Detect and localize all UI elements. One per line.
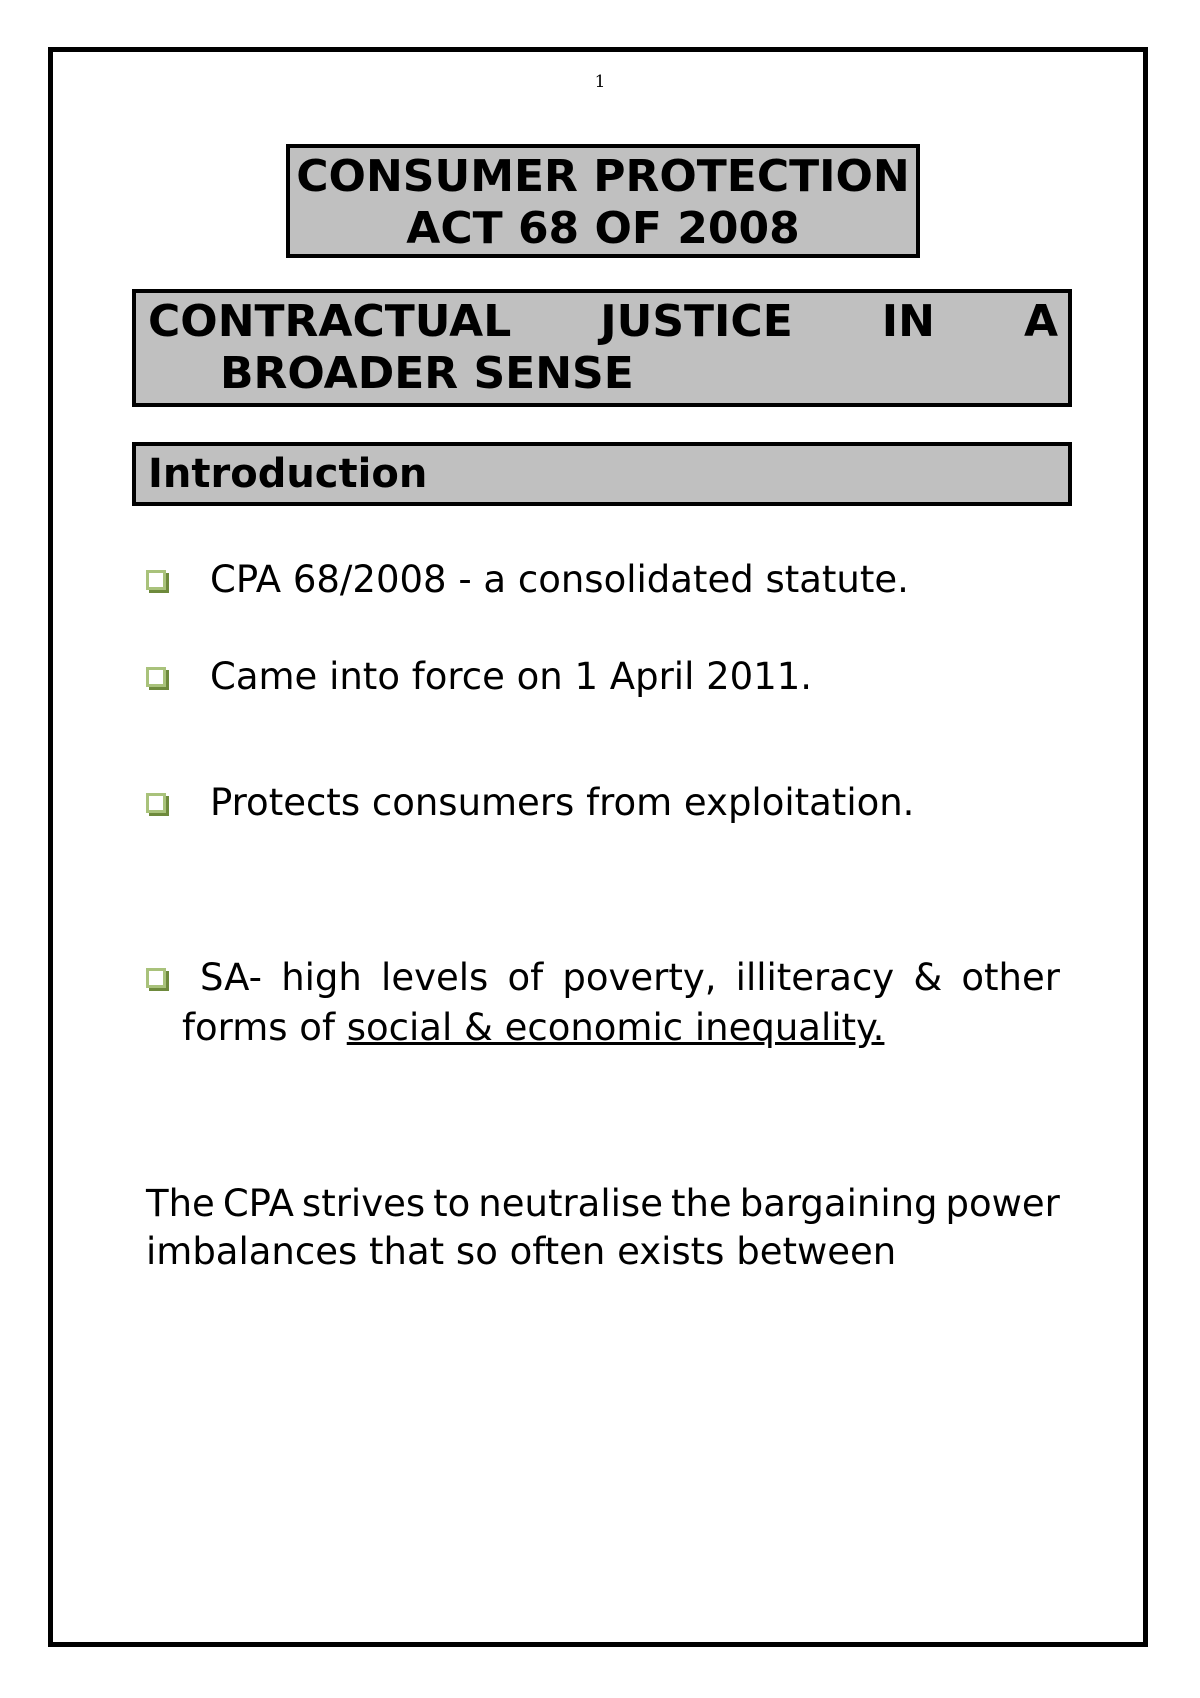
paragraph-word: bargaining xyxy=(739,1182,938,1225)
paragraph-word: to xyxy=(433,1182,471,1225)
subtitle-box xyxy=(132,289,1072,407)
bullet-word: SA- xyxy=(200,956,263,999)
subtitle-word: IN xyxy=(881,296,935,347)
title-box xyxy=(286,144,920,258)
page-border xyxy=(48,47,1148,1647)
bullet-word: poverty, xyxy=(562,956,717,999)
subtitle-line-2: BROADER SENSE xyxy=(220,348,634,399)
subtitle-word: A xyxy=(1023,296,1058,347)
bullet-word: high xyxy=(281,956,362,999)
paragraph-line-2: imbalances that so often exists between xyxy=(146,1230,897,1273)
bullet-item-2 xyxy=(146,652,1060,702)
page-number: 1 xyxy=(594,72,606,92)
checkbox-bullet-icon xyxy=(146,667,166,687)
subtitle-line-1 xyxy=(148,296,1058,348)
bullet-text: forms of xyxy=(182,1006,347,1049)
paragraph-word: The xyxy=(146,1182,215,1225)
underlined-phrase: social & economic inequality. xyxy=(346,1006,885,1049)
bullet-item-3 xyxy=(146,778,1060,828)
paragraph-word: the xyxy=(670,1182,732,1225)
checkbox-bullet-icon xyxy=(146,570,166,590)
paragraph-word: CPA xyxy=(222,1182,294,1225)
checkbox-bullet-icon xyxy=(146,793,166,813)
bullet-word: illiteracy xyxy=(735,956,895,999)
bullet-word: levels xyxy=(381,956,489,999)
checkbox-bullet-icon xyxy=(146,968,166,988)
paragraph-line-1 xyxy=(146,1180,1060,1228)
paragraph-word: strives xyxy=(301,1182,426,1225)
bullet-word: & xyxy=(913,956,943,999)
bullet-4-line-1 xyxy=(146,953,1060,1003)
section-heading: Introduction xyxy=(132,442,1072,506)
bullet-text: Protects consumers from exploitation. xyxy=(210,781,915,824)
bullet-item-4 xyxy=(146,953,1060,1053)
bullet-word: other xyxy=(961,956,1060,999)
paragraph-word: neutralise xyxy=(478,1182,663,1225)
title-line-2: ACT 68 OF 2008 xyxy=(406,203,800,254)
paragraph-word: power xyxy=(945,1182,1060,1225)
bullet-text: CPA 68/2008 - a consolidated statute. xyxy=(210,558,909,601)
subtitle-word: JUSTICE xyxy=(600,296,793,347)
bullet-4-line-2 xyxy=(146,1003,1060,1053)
bullet-item-1 xyxy=(146,555,1060,605)
subtitle-word: CONTRACTUAL xyxy=(148,296,512,347)
bullet-text: Came into force on 1 April 2011. xyxy=(210,655,813,698)
bullet-word: of xyxy=(507,956,544,999)
closing-paragraph xyxy=(146,1180,1060,1276)
title-line-1: CONSUMER PROTECTION xyxy=(296,151,910,202)
